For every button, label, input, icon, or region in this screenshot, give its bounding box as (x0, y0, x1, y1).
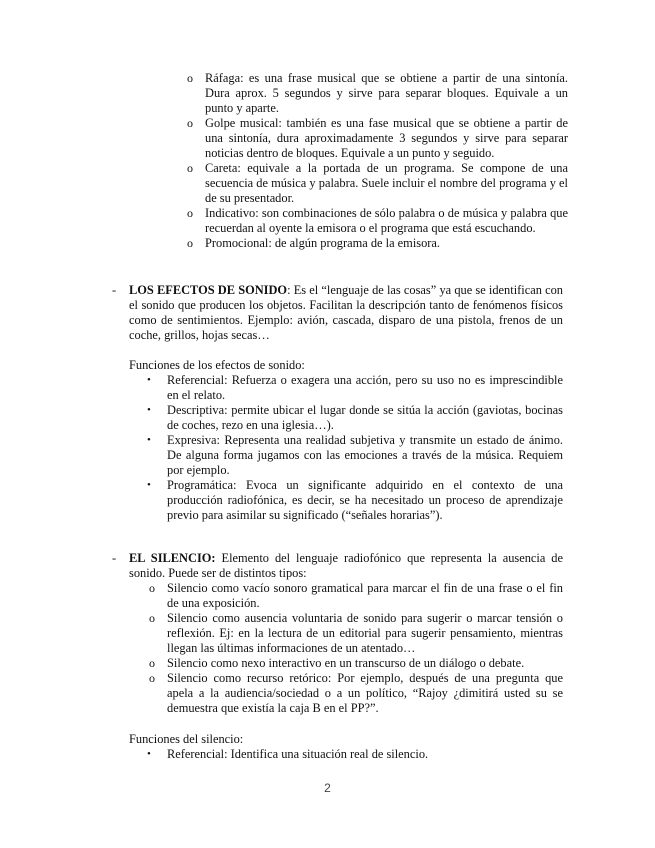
efectos-functions-list (147, 373, 563, 523)
page-number: 2 (324, 781, 331, 795)
section-text: : Es el “lenguaje de las cosas” ya que se identifican con el sonido que producen los objetos. Facilitan la descripción tanto de fenómenos físicos como de sentimientos. Ejemplo: avión, cascada, disparo de una pistola, frenos de un coche, grillos, hojas secas… (129, 283, 563, 342)
list-item: • Descriptiva: permite ubicar el lugar donde se sitúa la acción (gaviotas, bocinas de coches, rezo en una iglesia…). (147, 403, 563, 432)
list-item: o Silencio como recurso retórico: Por ejemplo, después de una pregunta que apela a la audiencia/sociedad o a un político, “Rajoy ¿dimitirá usted su se demuestra que existía la caja B en el PP?”. (149, 671, 563, 715)
silencio-types-list (149, 581, 563, 716)
bullet-marker: • (147, 434, 151, 446)
list-item: • Referencial: Refuerza o exagera una acción, pero su uso no es imprescindible en el relato. (147, 373, 563, 402)
silencio-functions-list (147, 747, 563, 762)
intro-list (187, 71, 568, 251)
bullet-marker: • (147, 748, 151, 760)
circle-marker: o (187, 116, 193, 130)
silencio-section (112, 551, 564, 581)
circle-marker: o (149, 581, 155, 595)
list-item: o Silencio como ausencia voluntaria de sonido para sugerir o marcar tensión o reflexión. Ej: en la lectura de un editorial para sugerir pensamiento, mientras llegan las últimas informaciones de un atentado… (149, 611, 563, 655)
list-item: o Indicativo: son combinaciones de sólo palabra o de música y palabra que recuerdan al oyente la emisora o el programa que está escuchando. (187, 206, 568, 235)
circle-marker: o (187, 71, 193, 85)
bullet-marker: • (147, 479, 151, 491)
circle-marker: o (187, 161, 193, 175)
efectos-section (112, 283, 563, 343)
list-item: o Ráfaga: es una frase musical que se obtiene a partir de una sintonía. Dura aprox. 5 segundos y sirve para separar bloques. Equivale a un punto y aparte. (187, 71, 568, 115)
list-item: • Programática: Evoca un significante adquirido en el contexto de una producción radiofónica, es decir, se ha necesitado un proceso de aprendizaje previo para asimilar su significado (“señales horarias”). (147, 478, 563, 522)
list-item: • Expresiva: Representa una realidad subjetiva y transmite un estado de ánimo. De alguna forma jugamos con las emociones a través de la música. Requiem por ejemplo. (147, 433, 563, 477)
bullet-marker: • (147, 404, 151, 416)
bullet-marker: • (147, 374, 151, 386)
circle-marker: o (187, 236, 193, 250)
list-item: o Golpe musical: también es una fase musical que se obtiene a partir de una sintonía, dura aproximadamente 3 segundos y sirve para separar noticias dentro de bloques. Equivale a un punto y seguido. (187, 116, 568, 160)
section-text: Elemento del lenguaje radiofónico que representa la ausencia de sonido. Puede ser de distintos tipos: (129, 551, 564, 580)
list-item: o Careta: equivale a la portada de un programa. Se compone de una secuencia de música y palabra. Suele incluir el nombre del programa y el de su presentador. (187, 161, 568, 205)
section-dash: - (112, 551, 117, 565)
list-item: o Silencio como vacío sonoro gramatical para marcar el fin de una frase o el fin de una exposición. (149, 581, 563, 610)
list-item: • Referencial: Identifica una situación real de silencio. (147, 747, 429, 761)
list-item: o Silencio como nexo interactivo en un transcurso de un diálogo o debate. (149, 656, 525, 670)
efectos-functions-label: Funciones de los efectos de sonido: (129, 358, 305, 372)
circle-marker: o (149, 656, 155, 670)
section-dash: - (112, 283, 117, 297)
list-item: o Promocional: de algún programa de la emisora. (187, 236, 441, 250)
circle-marker: o (149, 671, 155, 685)
section-title: EL SILENCIO: (129, 551, 216, 565)
circle-marker: o (149, 611, 155, 625)
silencio-functions-label: Funciones del silencio: (129, 732, 244, 746)
section-title: LOS EFECTOS DE SONIDO (129, 283, 288, 297)
circle-marker: o (187, 206, 193, 220)
